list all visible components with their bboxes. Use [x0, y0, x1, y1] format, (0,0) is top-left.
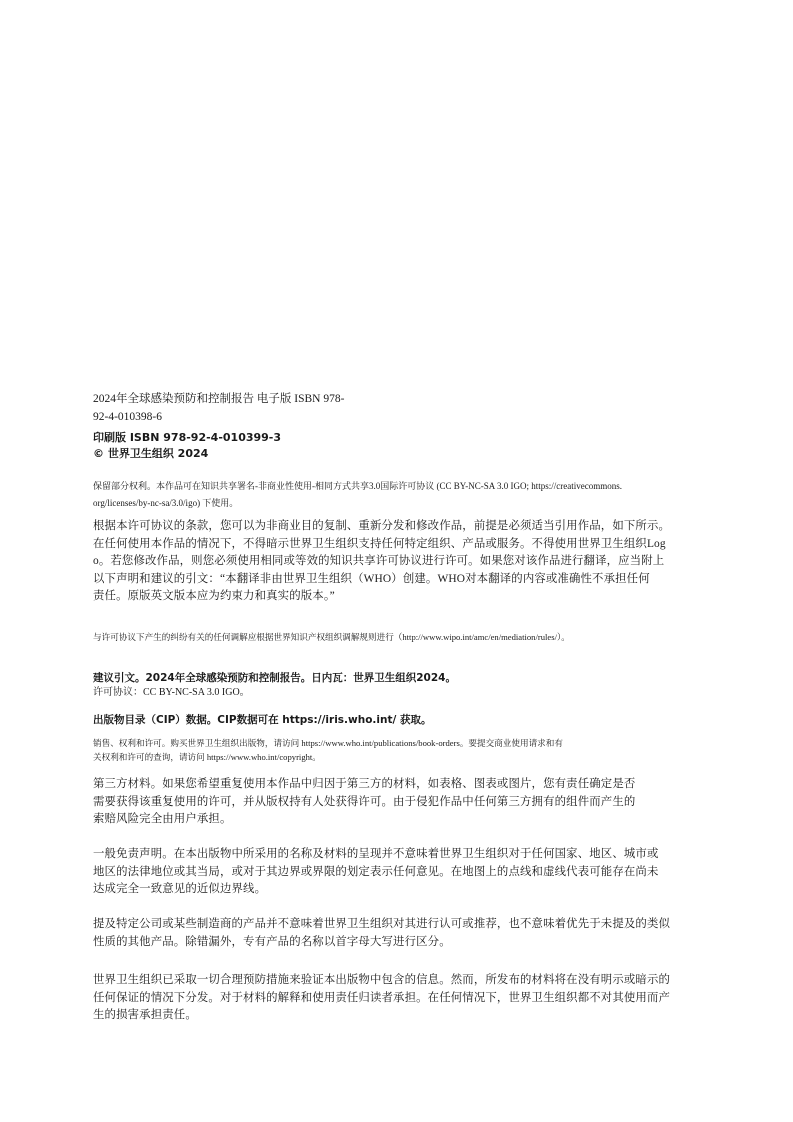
cip-text: 出版物目录（CIP）数据。CIP数据可在 https://iris.who.int/ 获取。	[93, 714, 432, 726]
citation-text: 建议引文。2024年全球感染预防和控制报告。日内瓦：世界卫生组织2024。	[93, 672, 456, 684]
disclaimer-line: 一般免责声明。在本出版物中所采用的名称及材料的呈现并不意味着世界卫生组织对于任何国家、地区、城市或	[93, 848, 659, 860]
sales-line: 关权利和许可的查询，请访问 https://www.who.int/copyright。	[93, 752, 321, 762]
disclaimer-line: 地区的法律地位或其当局，或对于其边界或界限的划定表示任何意见。在地图上的点线和虚线代表可能存在尚未	[93, 865, 659, 878]
liability-line: 任何保证的情况下分发。对于材料的解释和使用责任归读者承担。在任何情况下，世界卫生组织都不对其使用而产	[93, 991, 671, 1004]
disclaimer-line: 达成完全一致意见的近似边界线。	[93, 883, 267, 896]
liability-line: 世界卫生组织已采取一切合理预防措施来验证本出版物中包含的信息。然而，所发布的材料将在没有明示或暗示的	[93, 974, 671, 986]
license-terms-line: 以下声明和建议的引文：“本翻译非由世界卫生组织（WHO）创建。WHO对本翻译的内容或准确性不承担任何	[93, 572, 650, 585]
license-terms-line: o。若您修改作品，则您必须使用相同或等效的知识共享许可协议进行许可。如果您对该作品进行翻译，应当附上	[93, 555, 665, 568]
mediation-text: 与许可协议下产生的纠纷有关的任何调解应根据世界知识产权组织调解规则进行（http://www.wipo.int/amc/en/mediation/rules/）。	[93, 632, 570, 642]
citation-license: 许可协议：CC BY-NC-SA 3.0 IGO。	[93, 687, 250, 698]
products-line: 提及特定公司或某些制造商的产品并不意味着世界卫生组织对其进行认可或推荐，也不意味着优先于未提及的类似	[93, 918, 671, 930]
third-party-materials	[93, 776, 635, 829]
print-isbn: 印刷版 ISBN 978-92-4-010399-3	[93, 431, 282, 444]
third-party-line: 第三方材料。如果您希望重复使用本作品中归因于第三方的材料，如表格、图表或图片，您有责任确定是否	[93, 778, 636, 790]
rights-notice-line: org/licenses/by-nc-sa/3.0/igo) 下使用。	[93, 498, 239, 508]
third-party-line: 需要获得该重复使用的许可，并从版权持有人处获得许可。由于侵犯作品中任何第三方拥有的组件而产生的	[93, 795, 636, 808]
liability-disclaimer	[93, 972, 670, 1025]
license-terms	[93, 518, 670, 606]
rights-notice-line: 保留部分权利。本作品可在知识共享署名-非商业性使用-相同方式共享3.0国际许可协议 (CC BY-NC-SA 3.0 IGO; https://creativecommons.	[93, 481, 622, 491]
sales-rights	[93, 736, 563, 764]
license-terms-line: 在任何使用本作品的情况下，不得暗示世界卫生组织支持任何特定组织、产品或服务。不得使用世界卫生组织Log	[93, 537, 666, 550]
cip-data	[93, 712, 432, 728]
license-terms-line: 根据本许可协议的条款，您可以为非商业目的复制、重新分发和修改作品，前提是必须适当引用作品，如下所示。	[93, 520, 671, 532]
liability-line: 生的损害承担责任。	[93, 1009, 197, 1022]
electronic-isbn-line: 92-4-010398-6	[93, 411, 162, 423]
suggested-citation	[93, 670, 456, 700]
general-disclaimer	[93, 846, 659, 899]
products-line: 性质的其他产品。除错漏外，专有产品的名称以首字母大写进行区分。	[93, 935, 451, 948]
isbn-block	[93, 390, 344, 462]
copyright-notice: © 世界卫生组织 2024	[93, 447, 209, 460]
products-disclaimer	[93, 916, 670, 951]
mediation-notice	[93, 630, 570, 644]
rights-notice	[93, 478, 622, 512]
license-terms-line: 责任。原版英文版本应为约束力和真实的版本。”	[93, 590, 335, 603]
third-party-line: 索赔风险完全由用户承担。	[93, 813, 232, 826]
sales-line: 销售、权利和许可。购买世界卫生组织出版物，请访问 https://www.who.int/publications/book-orders。要提交商业使用请求和有	[93, 738, 563, 748]
electronic-isbn-line: 2024年全球感染预防和控制报告 电子版 ISBN 978-	[93, 393, 345, 405]
